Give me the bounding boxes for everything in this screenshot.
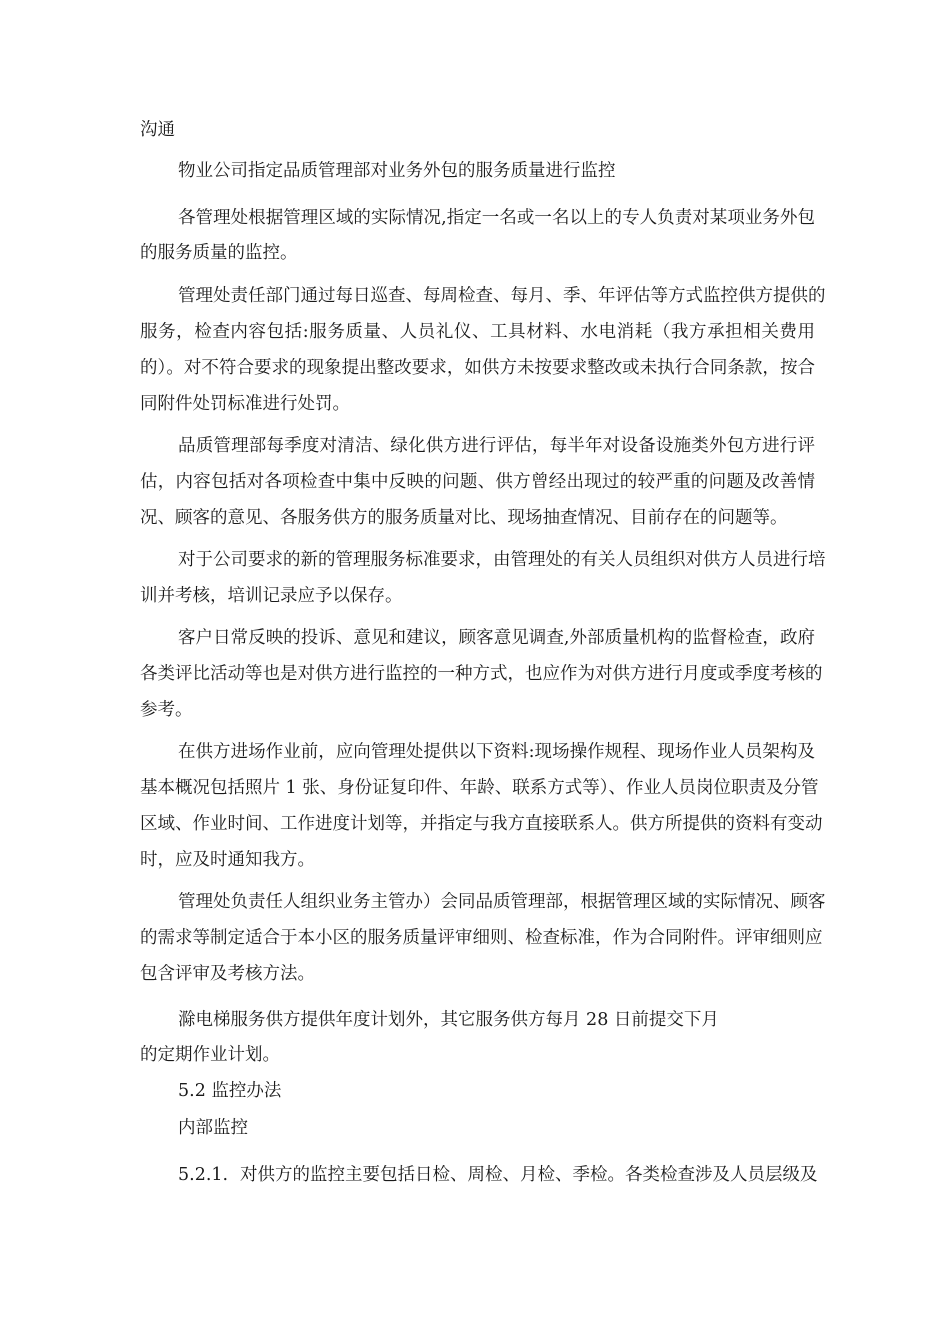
- paragraph-line: 客户日常反映的投诉、意见和建议，顾客意见调查,外部质量机构的监督检查，政府: [178, 628, 815, 648]
- paragraph-line: 管理处责任部门通过每日巡查、每周检查、每月、季、年评估等方式监控供方提供的: [178, 286, 826, 306]
- paragraph-line: 包含评审及考核方法。: [140, 964, 315, 984]
- paragraph-line: 的）。对不符合要求的现象提出整改要求，如供方未按要求整改或未执行合同条款，按合: [140, 358, 815, 378]
- paragraph-line: 训并考核，培训记录应予以保存。: [140, 586, 403, 606]
- paragraph-line: 在供方进场作业前，应向管理处提供以下资料:现场操作规程、现场作业人员架构及: [178, 742, 815, 762]
- paragraph-line: 沟通: [140, 120, 175, 140]
- paragraph-line: 的需求等制定适合于本小区的服务质量评审细则、检查标准，作为合同附件。评审细则应: [140, 928, 823, 948]
- paragraph-line: 各管理处根据管理区域的实际情况,指定一名或一名以上的专人负责对某项业务外包: [178, 208, 815, 228]
- paragraph-line: 基本概况包括照片 1 张、身份证复印件、年龄、联系方式等）、作业人员岗位职责及分管: [140, 778, 819, 798]
- paragraph-line: 管理处负责任人组织业务主管办）会同品质管理部，根据管理区域的实际情况、顾客: [178, 892, 826, 912]
- section-heading: 5.2 监控办法: [178, 1081, 282, 1101]
- paragraph-line: 对于公司要求的新的管理服务标准要求，由管理处的有关人员组织对供方人员进行培: [178, 550, 826, 570]
- numbered-clause: [178, 1163, 818, 1187]
- sub-heading: 内部监控: [178, 1118, 248, 1138]
- paragraph-line: 各类评比活动等也是对供方进行监控的一种方式，也应作为对供方进行月度或季度考核的: [140, 664, 823, 684]
- clause-number: 5.2.1.: [178, 1165, 229, 1185]
- paragraph-line: 况、顾客的意见、各服务供方的服务质量对比、现场抽查情况、目前存在的问题等。: [140, 508, 788, 528]
- paragraph-line: 区域、作业时间、工作进度计划等，并指定与我方直接联系人。供方所提供的资料有变动: [140, 814, 823, 834]
- paragraph-line: 滁电梯服务供方提供年度计划外，其它服务供方每月 28 日前提交下月: [178, 1010, 719, 1030]
- paragraph-line: 估，内容包括对各项检查中集中反映的问题、供方曾经出现过的较严重的问题及改善情: [140, 472, 815, 492]
- clause-text: 对供方的监控主要包括日检、周检、月检、季检。各类检查涉及人员层级及: [240, 1165, 818, 1185]
- paragraph-line: 品质管理部每季度对清洁、绿化供方进行评估，每半年对设备设施类外包方进行评: [178, 436, 815, 456]
- paragraph-line: 的定期作业计划。: [140, 1045, 280, 1065]
- paragraph-line: 时，应及时通知我方。: [140, 850, 315, 870]
- section-heading: 物业公司指定品质管理部对业务外包的服务质量进行监控: [178, 161, 616, 181]
- paragraph-line: 的服务质量的监控。: [140, 243, 298, 263]
- paragraph-line: 参考。: [140, 700, 193, 720]
- paragraph-line: 服务，检查内容包括:服务质量、人员礼仪、工具材料、水电消耗（我方承担相关费用: [140, 322, 815, 342]
- paragraph-line: 同附件处罚标准进行处罚。: [140, 394, 350, 414]
